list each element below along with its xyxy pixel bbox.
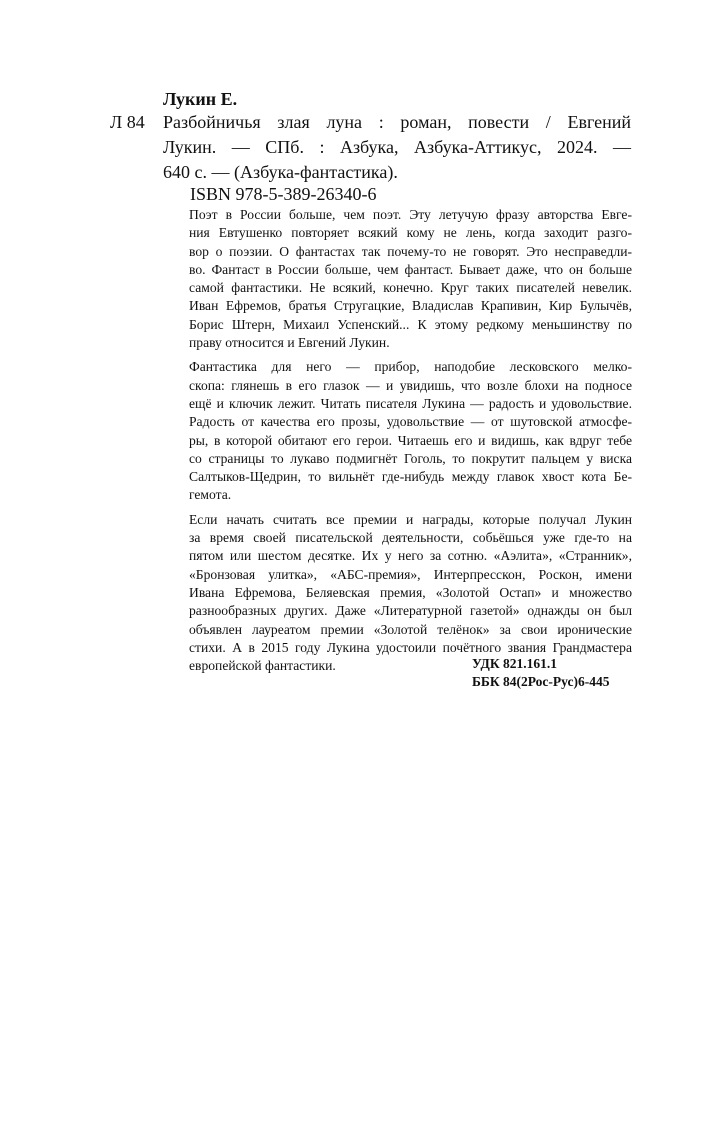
text-line: Фантастика для него — прибор, наподобие лесковского мелко- <box>189 359 632 375</box>
text-line: пятом или шестом десятке. Их у него за сотню. «Аэлита», «Странник», <box>189 548 632 564</box>
text-line: ния Евтушенко повторяет всякий кому не лень, когда заходит разго- <box>189 225 632 241</box>
bbk-code: ББК 84(2Рос-Рус)6-445 <box>472 674 610 689</box>
text-line: за время своей писательской деятельности, собьёшься уже где-то на <box>189 530 632 546</box>
text-line: Радость от качества его прозы, удовольствие — от шутовской атмосфе- <box>189 414 632 430</box>
author-name: Лукин Е. <box>163 89 238 109</box>
classification-codes <box>472 655 609 691</box>
isbn: ISBN 978-5-389-26340-6 <box>190 184 377 204</box>
text-line: стихи. А в 2015 году Лукина удостоили почётного звания Грандмастера <box>189 639 632 655</box>
annotation-paragraph <box>162 358 632 504</box>
text-line: со страницы то лукаво подмигнёт Гоголь, то покрутит пальцем у виска <box>189 450 632 466</box>
text-line: Борис Штерн, Михаил Успенский... К этому редкому меньшинству по <box>189 316 632 332</box>
text-line: разнообразных других. Даже «Литературной газетой» однажды он был <box>189 603 632 619</box>
text-line: Иван Ефремов, братья Стругацкие, Владислав Крапивин, Кир Булычёв, <box>189 298 632 314</box>
udk-code: УДК 821.161.1 <box>472 656 557 671</box>
text-line: самой фантастики. Не всякий, конечно. Круг таких писателей невелик. <box>189 280 632 296</box>
text-line: Если начать считать все премии и награды, которые получал Лукин <box>189 511 632 527</box>
text-line: праву относится и Евгений Лукин. <box>189 335 390 351</box>
text-line: Поэт в России больше, чем поэт. Эту летучую фразу авторства Евге- <box>189 207 632 222</box>
text-line: Ивана Ефремова, Беляевская премия, «Золотой Остап» и множество <box>189 584 632 600</box>
bibliographic-description <box>163 110 631 185</box>
text-line: Салтыков-Щедрин, то вильнёт где-нибудь между главок хвост кота Бе- <box>189 469 632 485</box>
text-line: во. Фантаст в России больше, чем фантаст. Бывает даже, что он больше <box>189 261 632 277</box>
annotation-paragraph <box>162 511 632 676</box>
library-code: Л 84 <box>110 112 145 132</box>
annotation <box>162 206 632 681</box>
text-line: «Бронзовая улитка», «АБС-премия», Интерпресскон, Роскон, имени <box>189 566 632 582</box>
title-line: 640 с. — (Азбука-фантастика). <box>163 162 398 182</box>
text-line: европейской фантастики. <box>189 658 336 674</box>
text-line: скопа: глянешь в его глазок — и увидишь, что возле блохи на подносе <box>189 377 632 393</box>
title-line: Лукин. — СПб. : Азбука, Азбука-Аттикус, 2024. — <box>163 137 631 157</box>
text-line: ры, в которой обитают его герои. Читаешь его и видишь, как вдруг тебе <box>189 432 632 448</box>
title-line: Разбойничья злая луна : роман, повести / Евгений <box>163 112 631 132</box>
annotation-paragraph <box>162 206 632 352</box>
text-line: вор о поэзии. О фантастах так почему-то не говорят. Это несправедли- <box>189 243 632 259</box>
text-line: гемота. <box>189 487 232 503</box>
text-line: объявлен лауреатом премии «Золотой телёнок» за свои иронические <box>189 621 632 637</box>
text-line: ещё и ключик лежит. Читать писателя Лукина — радость и удовольствие. <box>189 395 632 411</box>
